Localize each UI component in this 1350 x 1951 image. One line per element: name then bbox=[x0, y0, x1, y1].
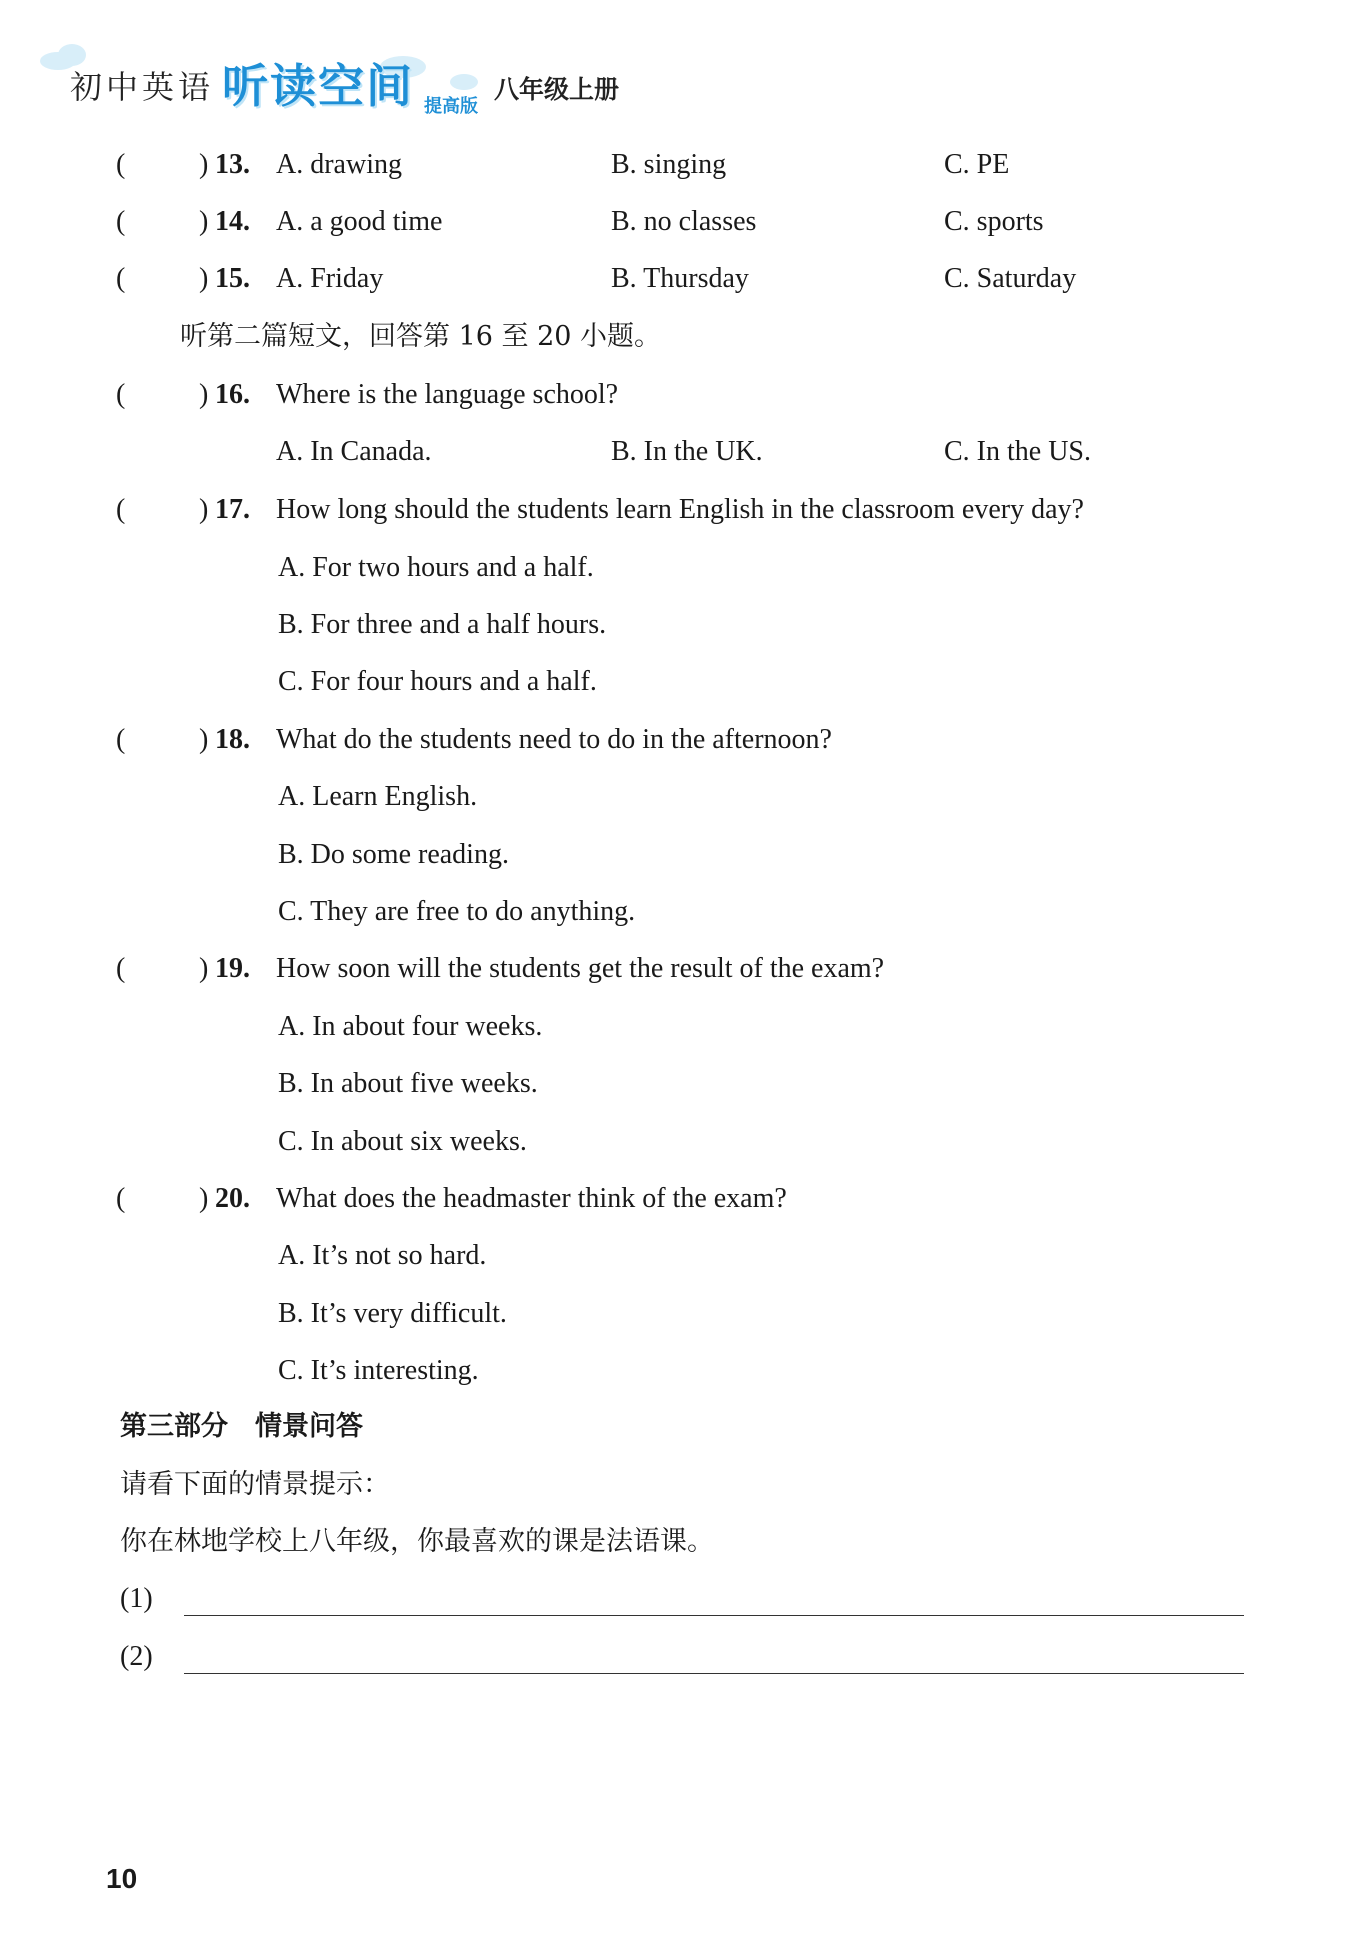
answer-paren-close: ) bbox=[199, 263, 209, 294]
question-stem: How long should the students learn English in the classroom every day? bbox=[276, 494, 1084, 525]
option-b: B. It’s very difficult. bbox=[278, 1298, 507, 1329]
answer-paren-close: ) bbox=[199, 494, 209, 525]
question-13 bbox=[0, 145, 1350, 185]
cloud-decoration bbox=[450, 74, 478, 90]
edition-label: 提高版 bbox=[424, 96, 478, 117]
question-number: 18. bbox=[215, 724, 250, 755]
question-number: 20. bbox=[215, 1183, 250, 1214]
question-stem: How soon will the students get the result of the exam? bbox=[276, 953, 885, 984]
option-c: C. sports bbox=[944, 206, 1044, 237]
option-a: A. Learn English. bbox=[278, 781, 478, 812]
option-a: A. In about four weeks. bbox=[278, 1011, 543, 1042]
option-c: C. PE bbox=[944, 149, 1010, 180]
question-number: 13. bbox=[215, 149, 250, 180]
answer-line-1[interactable] bbox=[184, 1615, 1244, 1616]
question-number: 15. bbox=[215, 263, 250, 294]
passage2-instruction: 听第二篇短文，回答第 16 至 20 小题。 bbox=[180, 321, 662, 352]
option-c: C. In the US. bbox=[944, 436, 1091, 467]
answer-paren-close: ) bbox=[199, 206, 209, 237]
brand-logo: 听读空间 bbox=[222, 59, 414, 113]
option-b: B. For three and a half hours. bbox=[278, 609, 607, 640]
option-b: B. In about five weeks. bbox=[278, 1068, 538, 1099]
answer-paren-open: ( bbox=[116, 379, 126, 410]
answer-paren-open: ( bbox=[116, 494, 126, 525]
answer-paren-close: ) bbox=[199, 724, 209, 755]
answer-paren-open: ( bbox=[116, 1183, 126, 1214]
question-16 bbox=[0, 375, 1350, 415]
option-b: B. In the UK. bbox=[611, 436, 763, 467]
option-a: A. Friday bbox=[276, 263, 384, 294]
option-c: C. It’s interesting. bbox=[278, 1355, 479, 1386]
question-20 bbox=[0, 1179, 1350, 1219]
option-a: A. a good time bbox=[276, 206, 443, 237]
option-b: B. Thursday bbox=[611, 263, 749, 294]
answer-paren-close: ) bbox=[199, 379, 209, 410]
option-a: A. drawing bbox=[276, 149, 402, 180]
option-b: B. Do some reading. bbox=[278, 839, 509, 870]
answer-paren-open: ( bbox=[116, 206, 126, 237]
question-number: 19. bbox=[215, 953, 250, 984]
question-stem: What does the headmaster think of the exam? bbox=[276, 1183, 787, 1214]
scenario-text: 你在林地学校上八年级，你最喜欢的课是法语课。 bbox=[120, 1526, 714, 1557]
option-a: A. In Canada. bbox=[276, 436, 432, 467]
option-c: C. For four hours and a half. bbox=[278, 666, 597, 697]
answer-paren-close: ) bbox=[199, 149, 209, 180]
answer-label-2: (2) bbox=[120, 1641, 153, 1672]
answer-paren-open: ( bbox=[116, 953, 126, 984]
option-a: A. For two hours and a half. bbox=[278, 552, 594, 583]
option-c: C. In about six weeks. bbox=[278, 1126, 527, 1157]
series-title: 初中英语 bbox=[70, 68, 215, 106]
answer-paren-open: ( bbox=[116, 263, 126, 294]
section-title: 第三部分 情景问答 bbox=[120, 1411, 363, 1442]
option-a: A. It’s not so hard. bbox=[278, 1240, 487, 1271]
question-stem: What do the students need to do in the afternoon? bbox=[276, 724, 832, 755]
answer-paren-open: ( bbox=[116, 149, 126, 180]
answer-line-2[interactable] bbox=[184, 1673, 1244, 1674]
answer-paren-close: ) bbox=[199, 1183, 209, 1214]
question-16-options bbox=[0, 432, 1350, 472]
answer-label-1: (1) bbox=[120, 1583, 153, 1614]
question-17 bbox=[0, 490, 1350, 530]
answer-paren-open: ( bbox=[116, 724, 126, 755]
answer-paren-close: ) bbox=[199, 953, 209, 984]
page-number: 10 bbox=[106, 1863, 138, 1894]
question-15 bbox=[0, 259, 1350, 299]
question-14 bbox=[0, 202, 1350, 242]
option-c: C. Saturday bbox=[944, 263, 1077, 294]
option-c: C. They are free to do anything. bbox=[278, 896, 636, 927]
question-18 bbox=[0, 720, 1350, 760]
option-b: B. singing bbox=[611, 149, 727, 180]
question-number: 14. bbox=[215, 206, 250, 237]
question-stem: Where is the language school? bbox=[276, 379, 619, 410]
question-number: 16. bbox=[215, 379, 250, 410]
question-number: 17. bbox=[215, 494, 250, 525]
option-b: B. no classes bbox=[611, 206, 757, 237]
grade-label: 八年级上册 bbox=[494, 75, 620, 104]
page-header bbox=[0, 0, 1350, 130]
question-19 bbox=[0, 949, 1350, 989]
scenario-label: 请看下面的情景提示： bbox=[120, 1469, 390, 1500]
